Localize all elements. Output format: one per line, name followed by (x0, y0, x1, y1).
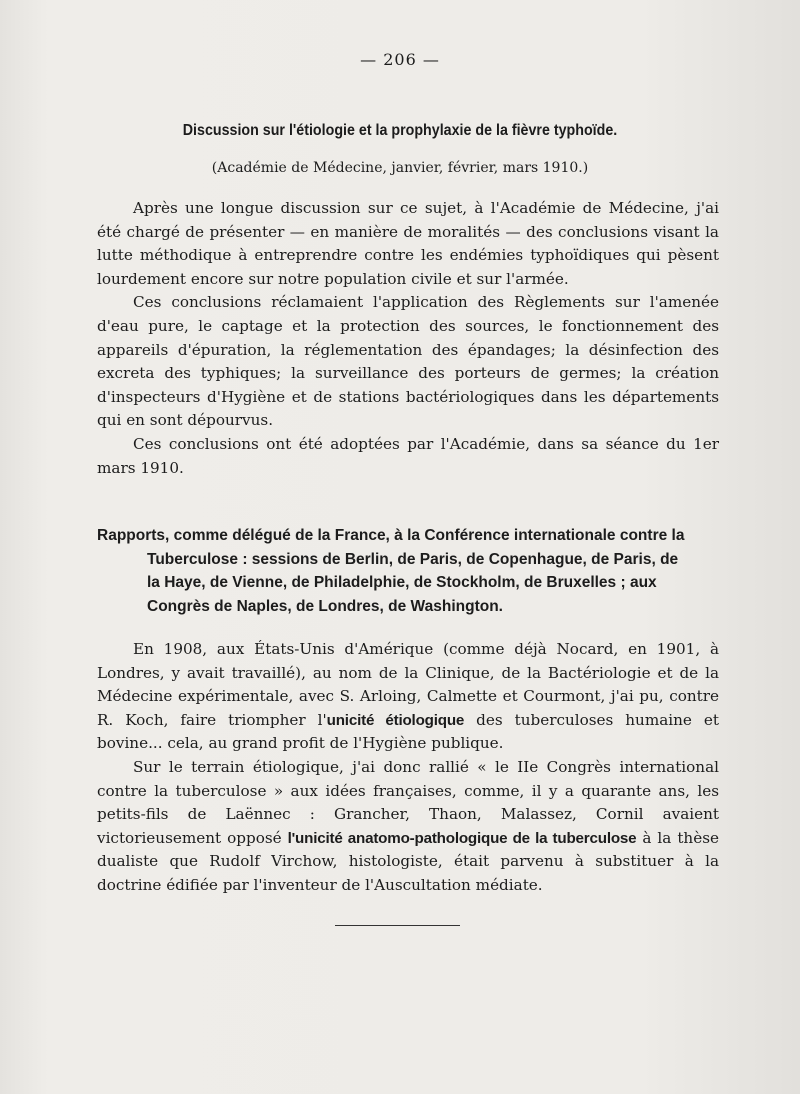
text: à la thèse dualiste que Rudolf Virchow, histologiste, était parvenu à substituer à la doctrine édifiée par l'inventeur de l'Auscultation médiate. (97, 828, 719, 894)
paragraph (97, 638, 719, 756)
title-line: Rapports, comme délégué de la France, à la Conférence internationale contre la (97, 527, 685, 544)
page-number: — 206 — (360, 50, 440, 69)
paragraph (97, 756, 719, 898)
emphasis: unicité étiologique (326, 711, 465, 729)
title-line: la Haye, de Vienne, de Philadelphie, de Stockholm, de Bruxelles ; aux (147, 574, 657, 591)
section-subtitle: (Académie de Médecine, janvier, février, mars 1910.) (211, 160, 589, 176)
paragraph: Ces conclusions réclamaient l'application des Règlements sur l'amenée d'eau pure, le captage et la protection des sources, le fonctionnement des appareils d'épuration, la réglementation des épandages; la désinfection des excreta des typhiques; la surveillance des porteurs de germes; la création d'inspecteurs d'Hygiène et de stations bactériologiques dans les départements qui en sont dépourvus. (97, 293, 719, 430)
text: En 1908, aux États-Unis d'Amérique (comme déjà Nocard, en 1901, à Londres, y avait travaillé), au nom de la Clinique, de la Bactériologie et de la Médecine expérimentale, avec S. Arloing, Calmette et Courmont, j'ai pu, contre R. Koch, faire triompher l' (97, 640, 719, 729)
paragraph: Après une longue discussion sur ce sujet, à l'Académie de Médecine, j'ai été chargé de présenter — en manière de moralités — des conclusions visant la lutte méthodique à entreprendre contre les endémies typhoïdiques qui pèsent lourdement encore sur notre population civile et sur l'armée. (97, 199, 719, 288)
emphasis: l'unicité anatomo-pathologique de la tuberculose (287, 829, 637, 847)
text: des tuberculoses humaine et bovine... cela, au grand profit de l'Hygiène publique. (97, 710, 719, 753)
end-rule (335, 925, 460, 926)
text: Sur le terrain étiologique, j'ai donc rallié « le IIe Congrès international contre la tuberculose » aux idées françaises, comme, il y a quarante ans, les petits-fils de Laënnec : Grancher, Thaon, Malassez, Cornil avaient victorieusement opposé (97, 757, 719, 847)
title-line: Congrès de Naples, de Londres, de Washington. (147, 597, 503, 615)
title-line: Tuberculose : sessions de Berlin, de Paris, de Copenhague, de Paris, de (147, 550, 679, 568)
section-title: Discussion sur l'étiologie et la prophylaxie de la fièvre typhoïde. (182, 122, 618, 139)
section2-body (97, 638, 719, 898)
section1-body (97, 197, 719, 480)
paragraph: Ces conclusions ont été adoptées par l'Académie, dans sa séance du 1er mars 1910. (97, 434, 719, 477)
section2-title (97, 524, 727, 618)
